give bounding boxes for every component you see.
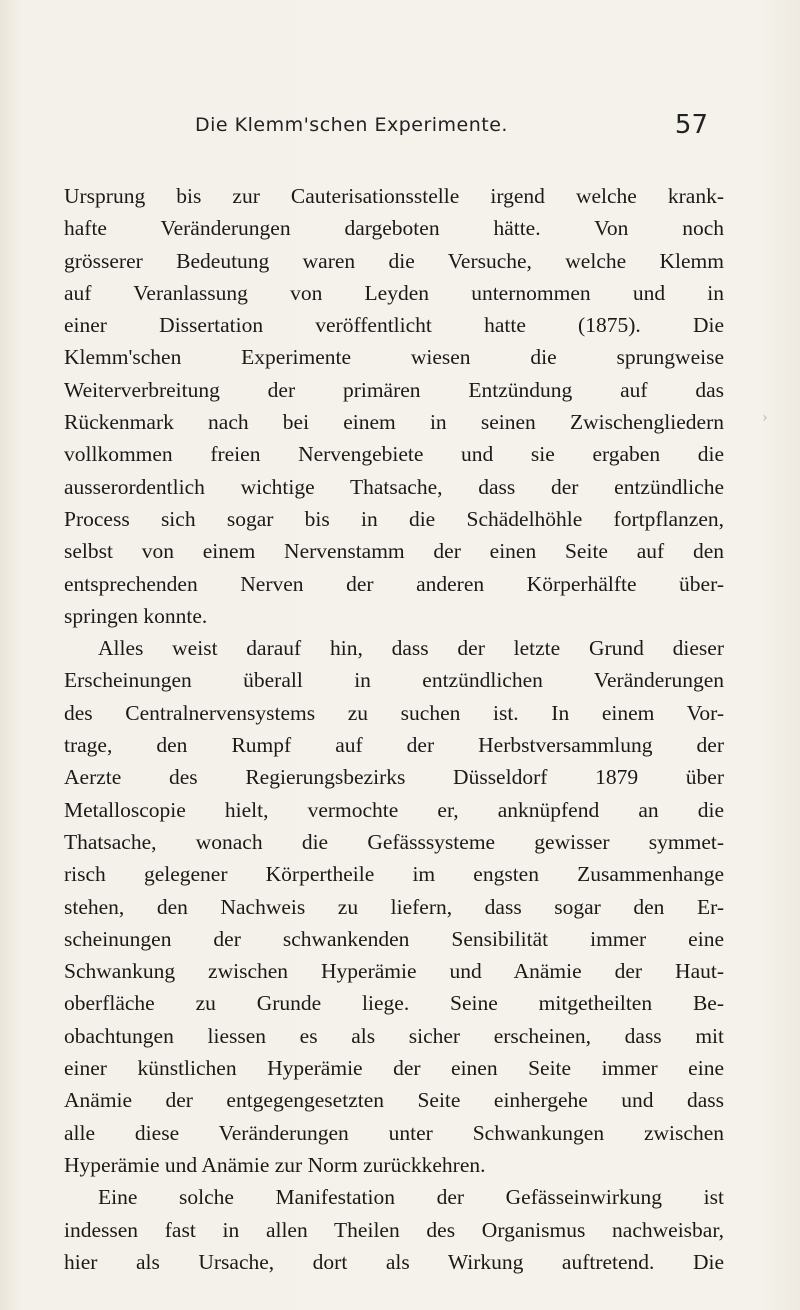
- text-line: alle diese Veränderungen unter Schwankungen zwischen: [64, 1120, 724, 1145]
- text-line: Alles weist darauf hin, dass der letzte Grund dieser: [98, 636, 724, 661]
- text-line: des Centralnervensystems zu suchen ist. In einem Vor-: [64, 700, 724, 725]
- running-title: Die Klemm'schen Experimente.: [195, 114, 508, 136]
- text-line: einer künstlichen Hyperämie der einen Seite immer eine: [64, 1056, 724, 1081]
- text-line: scheinungen der schwankenden Sensibilität immer eine: [64, 926, 724, 951]
- text-line: stehen, den Nachweis zu liefern, dass sogar den Er-: [64, 894, 724, 919]
- margin-mark: ›: [762, 410, 768, 426]
- text-line: selbst von einem Nervenstamm der einen Seite auf den: [64, 539, 724, 564]
- text-line: Metalloscopie hielt, vermochte er, anknüpfend an die: [64, 797, 724, 822]
- text-line: auf Veranlassung von Leyden unternommen und in: [64, 280, 724, 305]
- text-line: Eine solche Manifestation der Gefässeinwirkung ist: [98, 1185, 724, 1210]
- text-line: entsprechenden Nerven der anderen Körperhälfte über-: [64, 571, 724, 596]
- text-line: Process sich sogar bis in die Schädelhöhle fortpflanzen,: [64, 506, 724, 531]
- text-line: Anämie der entgegengesetzten Seite einhergehe und dass: [64, 1088, 724, 1113]
- page-number: 57: [674, 110, 708, 140]
- text-line: Klemm'schen Experimente wiesen die sprungweise: [64, 345, 724, 370]
- page-header: [100, 112, 720, 148]
- text-line: oberfläche zu Grunde liege. Seine mitgetheilten Be-: [64, 991, 724, 1016]
- text-line: hier als Ursache, dort als Wirkung auftretend. Die: [64, 1249, 724, 1274]
- body-text: [64, 180, 724, 1278]
- text-line: obachtungen liessen es als sicher erscheinen, dass mit: [64, 1023, 724, 1048]
- text-line: trage, den Rumpf auf der Herbstversammlung der: [64, 733, 724, 758]
- text-line: indessen fast in allen Theilen des Organismus nachweisbar,: [64, 1217, 724, 1242]
- text-line: vollkommen freien Nervengebiete und sie ergaben die: [64, 442, 724, 467]
- text-line: Schwankung zwischen Hyperämie und Anämie der Haut-: [64, 959, 724, 984]
- text-line: grösserer Bedeutung waren die Versuche, welche Klemm: [64, 248, 724, 273]
- text-line: hafte Veränderungen dargeboten hätte. Von noch: [64, 216, 724, 241]
- text-line: ausserordentlich wichtige Thatsache, dass der entzündliche: [64, 474, 724, 499]
- text-line: Hyperämie und Anämie zur Norm zurückkehren.: [64, 1152, 486, 1177]
- text-line: risch gelegener Körpertheile im engsten Zusammenhange: [64, 862, 724, 887]
- text-line: Aerzte des Regierungsbezirks Düsseldorf 1879 über: [64, 765, 724, 790]
- text-line: einer Dissertation veröffentlicht hatte (1875). Die: [64, 313, 724, 338]
- text-line: Erscheinungen überall in entzündlichen Veränderungen: [64, 668, 724, 693]
- text-line: Weiterverbreitung der primären Entzündung auf das: [64, 377, 724, 402]
- text-line: Thatsache, wonach die Gefässsysteme gewisser symmet-: [64, 829, 724, 854]
- text-line: springen konnte.: [64, 603, 208, 628]
- text-line: Ursprung bis zur Cauterisationsstelle irgend welche krank-: [64, 184, 724, 208]
- text-line: Rückenmark nach bei einem in seinen Zwischengliedern: [64, 410, 724, 435]
